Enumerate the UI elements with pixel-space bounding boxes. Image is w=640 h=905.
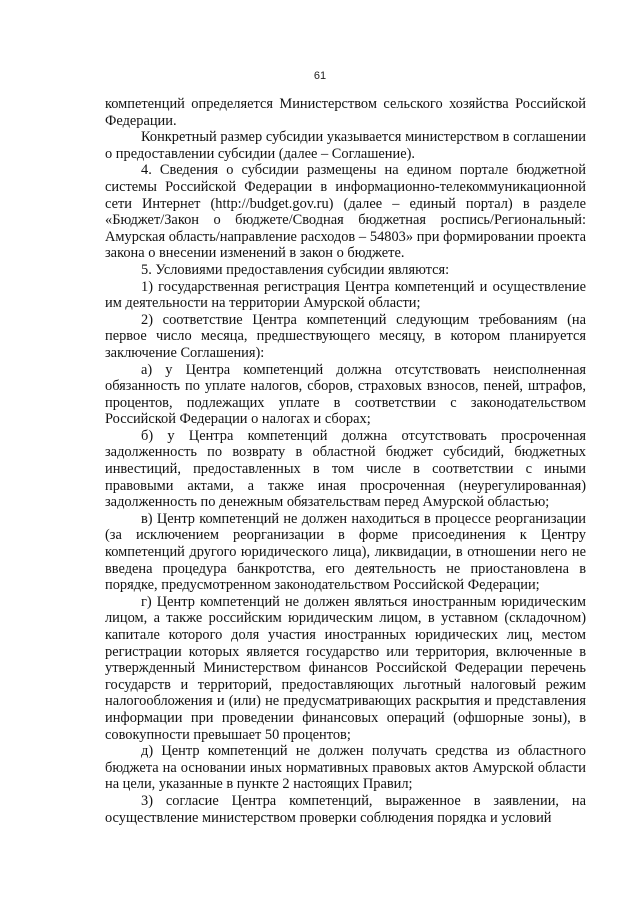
paragraph-condition-3: 3) согласие Центра компетенций, выраженное в заявлении, на осуществление министерством проверки соблюдения порядка и условий <box>105 792 586 826</box>
paragraph-condition-1: 1) государственная регистрация Центра компетенций и осуществление им деятельности на территории Амурской области; <box>105 278 586 312</box>
document-body <box>105 96 586 826</box>
paragraph-subitem-d: д) Центр компетенций не должен получать средства из областного бюджета на основании иных нормативных правовых актов Амурской области на цели, указанные в пункте 2 настоящих Правил; <box>105 743 586 793</box>
paragraph-subitem-v: в) Центр компетенций не должен находиться в процессе реорганизации (за исключением реорганизации в форме присоединения к Центру компетенций другого юридического лица), ликвидации, в отношении него не введена процедура банкротства, его деятельность не приостановлена в порядке, предусмотренном законодательством Российской Федерации; <box>105 510 586 594</box>
paragraph-subitem-g: г) Центр компетенций не должен являться иностранным юридическим лицом, а также российским юридическим лицом, в уставном (складочном) капитале которого доля участия иностранных юридических лиц, местом регистрации которых является государство или территория, включенные в утвержденный Министерством финансов Российской Федерации перечень государств и территорий, предоставляющих льготный налоговый режим налогообложения и (или) не предусматривающих раскрытия и представления информации при проведении финансовых операций (офшорные зоны), в совокупности превышает 50 процентов; <box>105 593 586 743</box>
paragraph-continuation: компетенций определяется Министерством сельского хозяйства Российской Федерации. <box>105 96 586 129</box>
paragraph-item-4: 4. Сведения о субсидии размещены на едином портале бюджетной системы Российской Федерации в информационно-телекоммуникационной сети Интернет (http://budget.gov.ru) (далее – единый портал) в разделе «Бюджет/Закон о бюджете/Сводная бюджетная роспись/Региональный: Амурская область/направление расходов – 54803» при формировании проекта закона о внесении изменений в закон о бюджете. <box>105 162 586 262</box>
page-number: 61 <box>313 70 327 82</box>
paragraph-condition-2: 2) соответствие Центра компетенций следующим требованиям (на первое число месяца, предшествующего месяцу, в котором планируется заключение Соглашения): <box>105 311 586 361</box>
paragraph-subitem-b: б) у Центра компетенций должна отсутствовать просроченная задолженность по возврату в областной бюджет субсидий, бюджетных инвестиций, предоставленных в том числе в соответствии с иными правовыми актами, а также иная просроченная (неурегулированная) задолженность по денежным обязательствам перед Амурской областью; <box>105 427 586 511</box>
paragraph-subitem-a: а) у Центра компетенций должна отсутствовать неисполненная обязанность по уплате налогов, сборов, страховых взносов, пеней, штрафов, процентов, подлежащих уплате в соответствии с законодательством Российской Федерации о налогах и сборах; <box>105 361 586 428</box>
paragraph-subsidy-amount: Конкретный размер субсидии указывается министерством в соглашении о предоставлении субсидии (далее – Соглашение). <box>105 129 586 162</box>
paragraph-item-5: 5. Условиями предоставления субсидии являются: <box>141 261 450 278</box>
